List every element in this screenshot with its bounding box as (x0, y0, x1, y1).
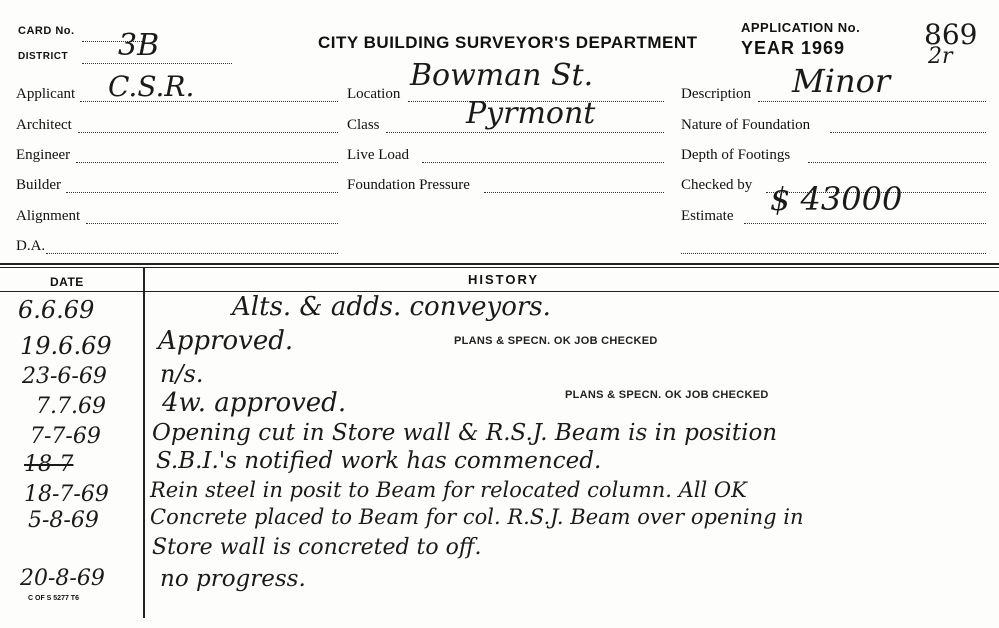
card-no-label: CARD No. (18, 25, 75, 37)
history-text: no progress. (160, 566, 306, 592)
class-line (386, 132, 664, 133)
foundation-pressure-label: Foundation Pressure (347, 177, 470, 193)
history-date: 7.7.69 (36, 394, 106, 419)
history-text: Concrete placed to Beam for col. R.S.J. Beam over opening in (150, 505, 804, 529)
history-date: 19.6.69 (20, 332, 112, 360)
district-line (82, 63, 232, 64)
approval-stamp: PLANS & SPECN. OK JOB CHECKED (565, 389, 769, 401)
nature-line (830, 132, 986, 133)
history-text: Store wall is concreted to off. (152, 535, 482, 560)
architect-line (78, 132, 338, 133)
da-label: D.A. (16, 238, 46, 254)
blank-line (681, 253, 986, 254)
district-value: 3B (118, 28, 160, 63)
history-text: S.B.I.'s notified work has commenced. (156, 448, 602, 474)
estimate-label: Estimate (681, 208, 734, 224)
history-text: 4w. approved. (162, 388, 347, 418)
history-text: n/s. (160, 360, 204, 388)
approval-stamp: PLANS & SPECN. OK JOB CHECKED (454, 335, 658, 347)
location-value: Bowman St. (410, 58, 594, 93)
section-divider (0, 263, 999, 265)
section-divider-2 (0, 267, 999, 268)
alignment-label: Alignment (16, 208, 81, 224)
history-date: 18-7-69 (24, 482, 109, 507)
department-title: CITY BUILDING SURVEYOR'S DEPARTMENT (318, 33, 698, 52)
alignment-line (86, 223, 338, 224)
history-date: 6.6.69 (18, 296, 95, 324)
description-line (758, 101, 986, 102)
depth-line (808, 162, 986, 163)
location-value-2: Pyrmont (466, 96, 596, 131)
description-label: Description (681, 86, 751, 102)
date-header: DATE (50, 275, 84, 289)
foundation-pressure-line (484, 192, 664, 193)
date-column-divider (143, 268, 145, 618)
history-text: Rein steel in posit to Beam for relocated column. All OK (150, 478, 747, 502)
history-header: HISTORY (468, 272, 540, 287)
estimate-line (744, 223, 986, 224)
history-date: 18-7 (24, 452, 74, 477)
depth-of-footings-label: Depth of Footings (681, 147, 791, 163)
builder-label: Builder (16, 177, 61, 193)
da-line (46, 253, 338, 254)
estimate-value: $ 43000 (770, 180, 903, 218)
history-text: Alts. & adds. conveyors. (232, 292, 551, 322)
builder-line (66, 192, 338, 193)
history-date: 20-8-69 (20, 566, 105, 591)
nature-of-foundation-label: Nature of Foundation (681, 117, 811, 133)
engineer-label: Engineer (16, 147, 71, 163)
class-label: Class (347, 117, 380, 133)
form-code: C OF S 5277 T6 (28, 595, 79, 602)
history-text: Opening cut in Store wall & R.S.J. Beam is in position (152, 420, 778, 446)
district-label: DISTRICT (18, 51, 69, 62)
live-load-line (422, 162, 664, 163)
description-value: Minor (792, 62, 891, 100)
architect-label: Architect (16, 117, 72, 133)
applicant-value: C.S.R. (108, 70, 195, 103)
history-date: 5-8-69 (28, 508, 99, 533)
year-suffix: 2r (928, 44, 953, 69)
history-text: Approved. (158, 326, 294, 356)
application-label: APPLICATION No. (741, 20, 861, 35)
application-number: 869 (924, 18, 978, 51)
engineer-line (76, 162, 338, 163)
live-load-label: Live Load (347, 147, 410, 163)
history-date: 23-6-69 (22, 364, 107, 389)
year-label: YEAR 1969 (741, 38, 846, 58)
applicant-label: Applicant (16, 86, 76, 102)
location-label: Location (347, 86, 401, 102)
checked-by-label: Checked by (681, 177, 753, 193)
history-date: 7-7-69 (30, 424, 101, 449)
